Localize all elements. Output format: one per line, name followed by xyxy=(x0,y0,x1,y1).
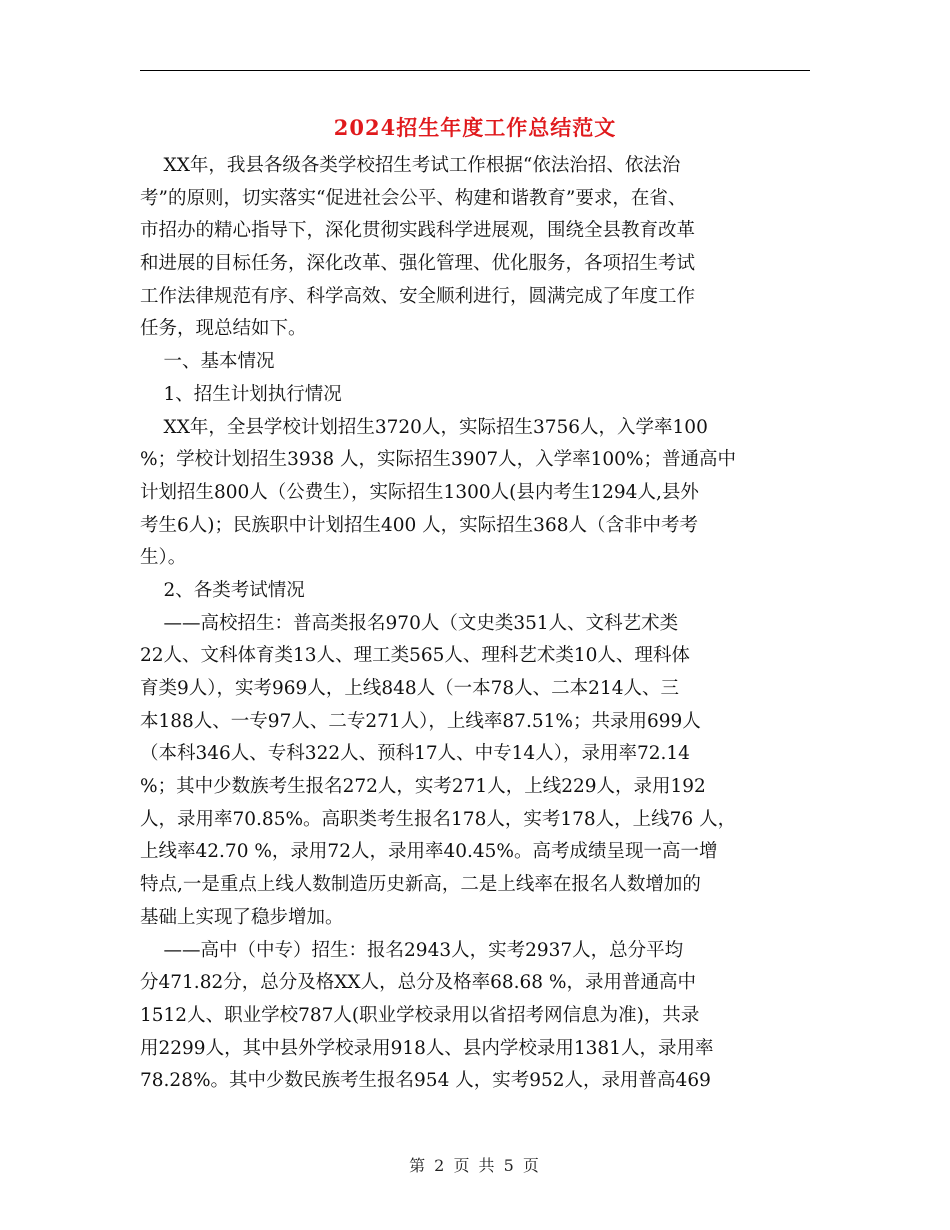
text-line: （本科346人、专科322人、预科17人、中专14人），录用率72.14 xyxy=(140,743,690,765)
text-line: ——高校招生：普高类报名970人（文史类351人、文科艺术类 xyxy=(140,612,679,634)
header-rule xyxy=(140,70,810,71)
text-line: 用2299人，其中县外学校录用918人、县内学校录用1381人，录用率 xyxy=(140,1037,714,1059)
text-line: %；其中少数族考生报名272人，实考271人，上线229人，录用192 xyxy=(140,776,706,798)
text-line: 任务，现总结如下。 xyxy=(140,318,307,340)
text-line: 78.28%。其中少数民族考生报名954 人，实考952人，录用普高469 xyxy=(140,1070,711,1092)
text-line: 本188人、一专97人、二专271人），上线率87.51%；共录用699人 xyxy=(140,710,701,732)
text-line: 和进展的目标任务，深化改革、强化管理、优化服务，各项招生考试 xyxy=(140,253,696,275)
text-line: 市招办的精心指导下，深化贯彻实践科学进展观，围绕全县教育改革 xyxy=(140,220,696,242)
document-title: 2024招生年度工作总结范文 xyxy=(333,115,617,140)
text-line: 分471.82分，总分及格XX人，总分及格率68.68 %，录用普通高中 xyxy=(140,972,696,994)
text-line: 计划招生800人（公费生），实际招生1300人(县内考生1294人,县外 xyxy=(140,481,699,503)
text-line: 22人、文科体育类13人、理工类565人、理科艺术类10人、理科体 xyxy=(140,645,690,667)
text-line: 考”的原则，切实落实“促进社会公平、构建和谐教育”要求，在省、 xyxy=(140,187,687,209)
text-line: 考生6人)；民族职中计划招生400 人，实际招生368人（含非中考考 xyxy=(140,514,698,536)
text-line: 工作法律规范有序、科学高效、安全顺利进行，圆满完成了年度工作 xyxy=(140,285,696,307)
page-number-footer: 第 2 页 共 5 页 xyxy=(409,1156,541,1175)
body-text xyxy=(140,150,820,1098)
subsection-heading: 2、各类考试情况 xyxy=(140,579,305,601)
text-line: ——高中（中专）招生：报名2943人，实考2937人，总分平均 xyxy=(140,939,684,961)
text-line: 育类9人），实考969人，上线848人（一本78人、二本214人、三 xyxy=(140,678,679,699)
text-line: XX年，全县学校计划招生3720人，实际招生3756人，入学率100 xyxy=(140,416,708,438)
text-line: 上线率42.70 %，录用72人，录用率40.45%。高考成绩呈现一高一增 xyxy=(140,841,718,863)
section-heading: 一、基本情况 xyxy=(140,351,275,373)
text-line: 特点,一是重点上线人数制造历史新高，二是上线率在报名人数增加的 xyxy=(140,874,701,896)
text-line: 人，录用率70.85%。高职类考生报名178人，实考178人，上线76 人， xyxy=(140,808,737,830)
subsection-heading: 1、招生计划执行情况 xyxy=(140,383,342,405)
text-line: 1512人、职业学校787人(职业学校录用以省招考网信息为准)，共录 xyxy=(140,1004,700,1026)
text-line: XX年，我县各级各类学校招生考试工作根据“依法治招、依法治 xyxy=(140,155,681,176)
text-line: 基础上实现了稳步增加。 xyxy=(140,906,344,928)
text-line: 生）。 xyxy=(140,547,187,569)
text-line: %；学校计划招生3938 人，实际招生3907人，入学率100%；普通高中 xyxy=(140,449,737,471)
